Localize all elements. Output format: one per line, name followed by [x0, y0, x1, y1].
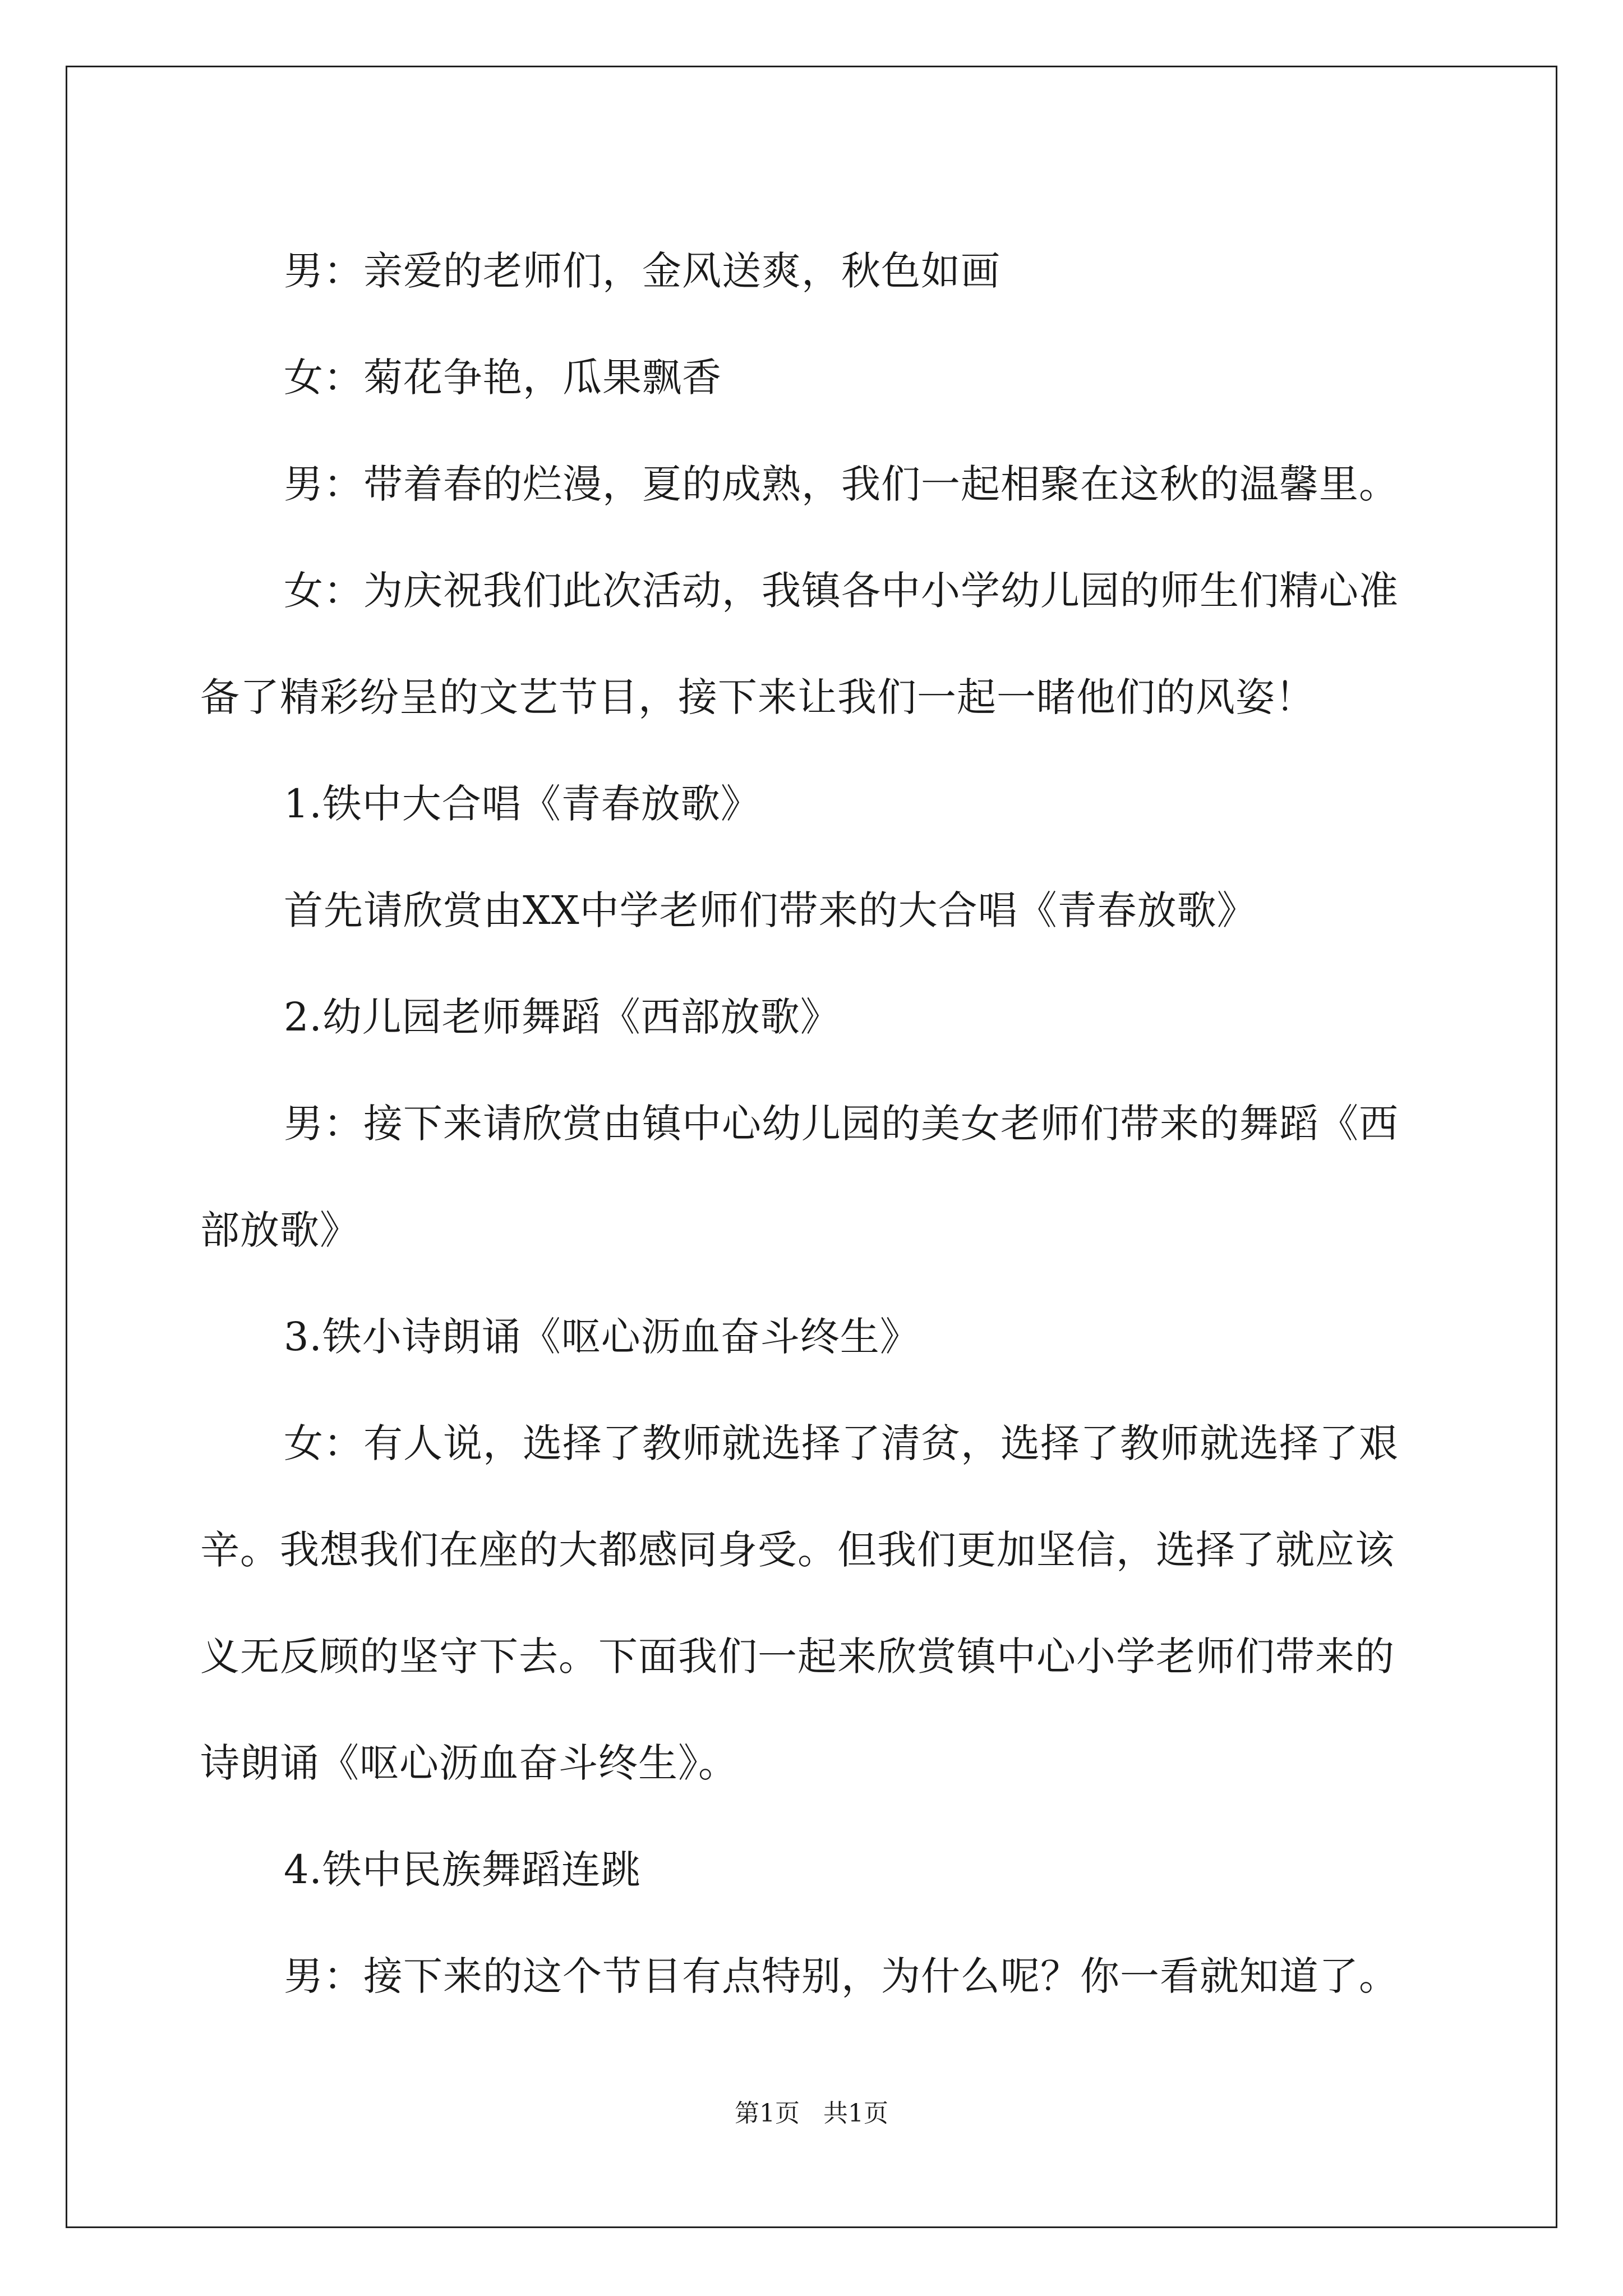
- paragraph: 男：亲爱的老师们，金风送爽，秋色如画: [284, 248, 1000, 294]
- document-body: [200, 218, 1428, 2030]
- paragraph: 女：有人说，选择了教师就选择了清贫，选择了教师就选择了艰辛。我想我们在座的大都感同身受。但我们更加坚信，选择了就应该义无反顾的坚守下去。下面我们一起来欣赏镇中心小学老师们带来的诗朗诵《呕心沥血奋斗终生》。: [200, 1420, 1399, 1786]
- paragraph: 男：带着春的烂漫，夏的成熟，我们一起相聚在这秋的温馨里。: [284, 461, 1399, 507]
- paragraph: 首先请欣赏由XX中学老师们带来的大合唱《青春放歌》: [284, 887, 1257, 933]
- paragraph: 男：接下来的这个节目有点特别，为什么呢？你一看就知道了。: [284, 1953, 1399, 1999]
- program-item-heading: 3.铁小诗朗诵《呕心沥血奋斗终生》: [284, 1314, 920, 1360]
- paragraph: 女：为庆祝我们此次活动，我镇各中小学幼儿园的师生们精心准备了精彩纷呈的文艺节目，接下来让我们一起一睹他们的风姿！: [200, 568, 1399, 720]
- paragraph: 男：接下来请欣赏由镇中心幼儿园的美女老师们带来的舞蹈《西部放歌》: [200, 1101, 1399, 1253]
- page-number-footer: 第1页 共1页: [735, 2099, 888, 2128]
- paragraph: 女：菊花争艳，瓜果飘香: [284, 355, 722, 401]
- program-item-heading: 2.幼儿园老师舞蹈《西部放歌》: [284, 994, 840, 1040]
- program-item-heading: 1.铁中大合唱《青春放歌》: [284, 781, 760, 827]
- program-item-heading: 4.铁中民族舞蹈连跳: [284, 1847, 641, 1893]
